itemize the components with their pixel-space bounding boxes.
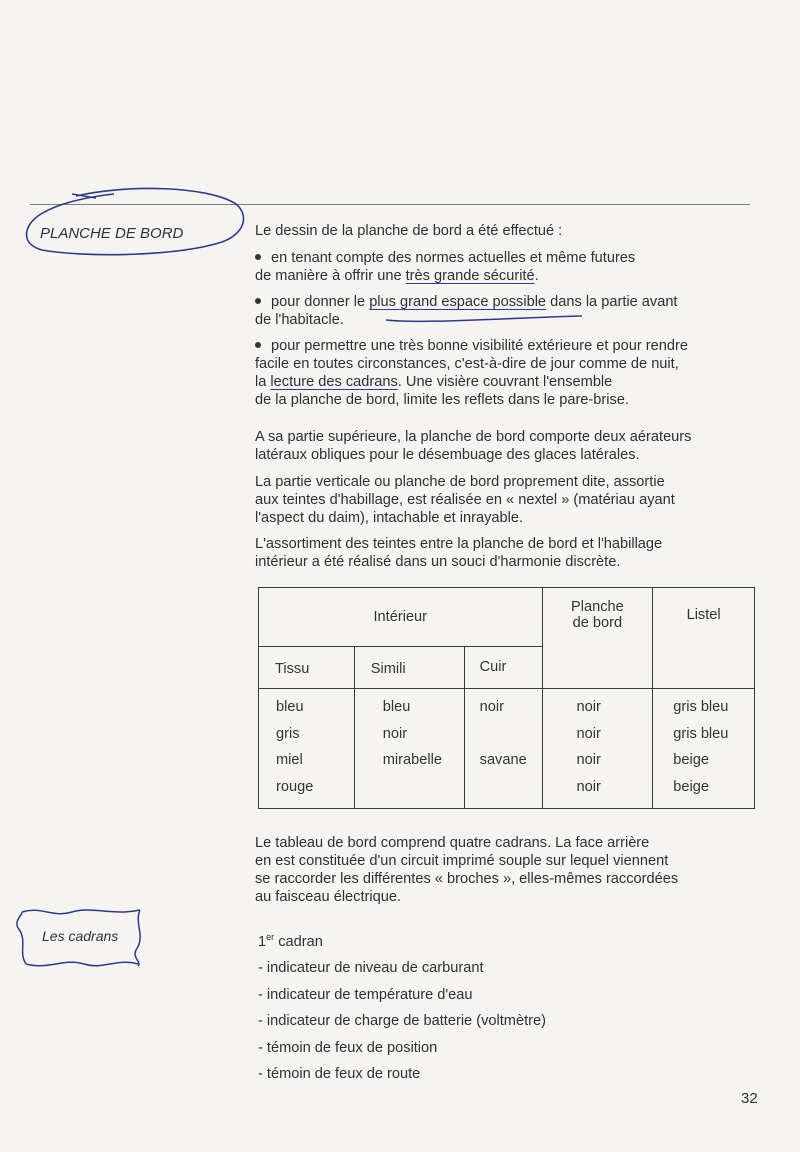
table-cell: noir: [382, 725, 408, 742]
table-header-listel: Listel: [653, 588, 755, 689]
table-header-interieur: Intérieur: [259, 588, 543, 647]
bullet-dot: [255, 342, 261, 348]
list-item: - indicateur de température d'eau: [258, 986, 473, 1003]
paragraph-line: L'assortiment des teintes entre la planche de bord et l'habillage: [255, 536, 663, 552]
list-item: - témoin de feux de route: [258, 1066, 421, 1083]
table-header-tissu: Tissu: [259, 647, 355, 689]
paragraph-partie-verticale: [255, 473, 750, 527]
table-cell: miel: [276, 752, 303, 768]
header-line: Planche: [571, 599, 624, 615]
underlined-phrase: plus grand espace possible: [369, 294, 547, 310]
bullet-dot: [255, 298, 261, 304]
bullet-text: dans la partie avant: [546, 294, 678, 310]
section-label-les-cadrans: Les cadrans: [42, 928, 119, 944]
bullet-text: pour permettre une très bonne visibilité extérieure et pour rendre: [271, 338, 688, 354]
table-cell: mirabelle: [382, 752, 442, 768]
bullet-item: [255, 337, 750, 409]
bullet-text: facile en toutes circonstances, c'est-à-dire de jour comme de nuit,: [255, 356, 679, 372]
bullet-text: la: [255, 374, 271, 390]
table-header-simili: Simili: [354, 647, 464, 689]
paragraph-assortiment: [255, 535, 750, 571]
cadran-heading: [258, 924, 753, 955]
paragraph-line: Le tableau de bord comprend quatre cadrans. La face arrière: [255, 835, 650, 851]
table-cell: savane: [479, 752, 527, 768]
list-item: - indicateur de charge de batterie (voltmètre): [258, 1013, 546, 1030]
table-cell: [480, 721, 542, 748]
paragraph-cadrans: [255, 834, 750, 906]
paragraph-line: aux teintes d'habillage, est réalisée en « nextel » (matériau ayant: [255, 492, 675, 508]
intro-text: Le dessin de la planche de bord a été effectué :: [255, 223, 563, 239]
table-col-tissu: [259, 689, 355, 809]
bullet-text: de l'habitacle.: [255, 312, 344, 328]
cadran-word: cadran: [274, 933, 323, 950]
cadran-1-list: [258, 924, 753, 1088]
bullet-text: de la planche de bord, limite les reflets dans le pare-brise.: [255, 392, 629, 408]
bullet-text: .: [534, 268, 539, 284]
table-cell: noir: [576, 778, 601, 795]
table-col-planche: [542, 689, 653, 809]
table-col-cuir: [464, 689, 542, 809]
table-cell: gris bleu: [673, 725, 729, 742]
page-number: 32: [741, 1090, 758, 1107]
bullet-item: [255, 249, 750, 285]
bullet-text: de manière à offrir une: [255, 268, 406, 284]
cadran-number: 1: [258, 933, 267, 950]
table-cell: noir: [576, 752, 601, 768]
paragraph-line: latéraux obliques pour le désembuage des glaces latérales.: [255, 447, 640, 463]
table-col-simili: [354, 689, 464, 809]
paragraph-aerateurs: [255, 428, 750, 464]
section-label-planche-de-bord: PLANCHE DE BORD: [40, 225, 184, 242]
bullet-dot: [255, 254, 261, 260]
table-cell: gris bleu: [673, 699, 729, 715]
table-cell: noir: [479, 699, 504, 715]
underlined-phrase: lecture des cadrans: [270, 374, 398, 390]
bullet-text: . Une visière couvrant l'ensemble: [397, 374, 613, 390]
table-header-cuir: Cuir: [464, 647, 542, 689]
table-cell: noir: [576, 725, 601, 742]
paragraph-line: en est constituée d'un circuit imprimé souple sur lequel viennent: [255, 853, 669, 869]
list-item: - témoin de feux de position: [258, 1039, 438, 1056]
bullet-text: pour donner le: [271, 294, 370, 310]
table-cell: beige: [673, 778, 709, 795]
table-header-planche: [542, 588, 653, 689]
table-cell: beige: [673, 752, 709, 768]
hand-drawn-underline: [384, 312, 584, 326]
cadran-ordinal: er: [266, 932, 275, 942]
header-line: de bord: [572, 615, 623, 631]
paragraph-line: au faisceau électrique.: [255, 889, 402, 905]
paragraph-line: intérieur a été réalisé dans un souci d'harmonie discrète.: [255, 554, 621, 570]
paragraph-line: La partie verticale ou planche de bord proprement dite, assortie: [255, 474, 665, 490]
list-item: - indicateur de niveau de carburant: [258, 960, 484, 977]
table-cell: bleu: [276, 699, 304, 715]
underlined-phrase: très grande sécurité: [405, 268, 535, 284]
paragraph-line: se raccorder les différentes « broches », elles-mêmes raccordées: [255, 871, 679, 887]
colour-table: [258, 587, 755, 809]
paragraph-line: A sa partie supérieure, la planche de bord comporte deux aérateurs: [255, 429, 692, 445]
table-cell: rouge: [276, 778, 314, 795]
table-cell: gris: [276, 725, 300, 742]
bullet-text: en tenant compte des normes actuelles et même futures: [271, 250, 636, 266]
hand-drawn-circle-annotation: [18, 182, 248, 262]
table-cell: bleu: [382, 699, 411, 715]
table-cell: noir: [576, 699, 601, 715]
table-col-listel: [653, 689, 755, 809]
paragraph-line: l'aspect du daim), intachable et inrayable.: [255, 510, 524, 526]
